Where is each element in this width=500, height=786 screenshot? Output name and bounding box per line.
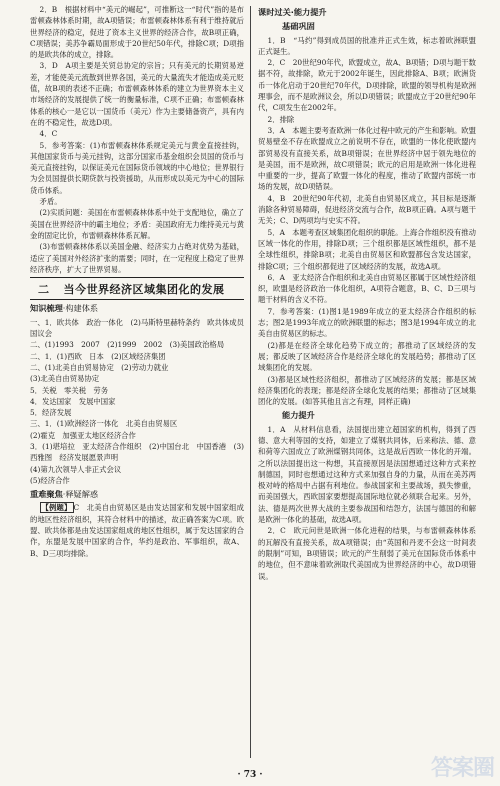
section-rule-bottom [30, 299, 244, 300]
section-rule-top [30, 277, 244, 278]
advanced-answer-2: 2．C 欧元问世是欧洲一体化进程的结果，与布雷顿森林体系的瓦解没有直接关系，故A项错误；由“英国和丹麦不会这一时间表的限制”可知，B项错误；欧元的产生削弱了美元在国际货币体系中的地位，但不意味着欧洲取代美国成为世界经济的中心，故D项错误。 [258, 526, 476, 581]
practice-answer-2b: 2．排除 [267, 114, 295, 124]
section-title: 当今世界经济区域集团化的发展 [63, 283, 225, 297]
knowledge-line-5: (3)北美自由贸易协定 [30, 374, 100, 384]
focus-heading-sub: ·释疑解惑 [62, 489, 99, 500]
advanced-answer-1: 1．A 从材料信息看，法国提出建立超国家的机构，得到了西德、意大利等国的支持，如建立了煤钢共同体，后来称法、德、意和荷等六国成立了欧洲煤钢共同体，这是战后西欧一体化的开端。之所以法国提出这一构想，其直接原因是法国想通过这种方式来控制德国，同时也想通过这种方式来加强自身的力量，从而在美苏两极对峙的格局中占据有利地位。参战国家和主要战场，损失惨重，而美国强大，西欧国家要想提高国际地位就必须联合起来。另外，法、德是两次世界大战的主要参战国和结怨方，法国与德国的和解是欧洲一体化的基础，故选A项。 [258, 424, 476, 525]
knowledge-line-10: (2)霍克 加强亚太地区经济合作 [30, 430, 136, 440]
page-number: · 73 · [237, 770, 263, 780]
advanced-heading: 能力提升 [282, 410, 315, 421]
answer-5-cont: 矛盾。 [39, 197, 62, 207]
practice-answer-2: 2．C 20世纪90年代，欧盟成立，故A、B项错；D项与题干数据不符，故排除，欧元于2002年诞生，因此排除A、B项；欧洲货币一体化启动于20世纪70年代，D项排除，欧盟的领导机构是欧洲理事会，而不是欧洲议会，所以D项错误；欧盟成立于20世纪90年代，C项发生在2002年。 [258, 58, 476, 113]
watermark-logo: 答案圈 [430, 756, 494, 781]
knowledge-line-6: 5．关税 零关税 劳务 [30, 385, 109, 395]
practice-answer-7b: (2)都是在经济全球化趋势下成立的；都推动了区域经济的发展；都反映了区域经济合作是经济全球化的发展趋势；都推动了区域集团化的发展。 [258, 340, 476, 373]
knowledge-line-11: 3．(1)堪培拉 亚太经济合作组织 (2)中国台北 中国香港 (3)西雅图 经济发展愿景声明 [30, 441, 244, 463]
knowledge-line-7: 4．发达国家 发展中国家 [30, 396, 116, 406]
focus-heading [30, 489, 244, 500]
right-column [258, 4, 476, 582]
knowledge-line-3: 二、1．(1)西欧 日本 (2)区域经济集团 [30, 351, 166, 361]
practice-answer-7: 7．参考答案：(1)图1是1989年成立的亚太经济合作组织的标志；图2是1993年成立的欧洲联盟的标志；图3是1994年成立的北美自由贸易区的标志。 [258, 306, 476, 339]
knowledge-heading [30, 303, 244, 314]
answer-5: 5．参考答案：(1)布雷顿森林体系规定美元与黄金直接挂钩，其他国家货币与美元挂钩，这部分国家币基金组织会员国的货币与美元直接挂钩，以保证美元在国际货币领域的中心地位；世界银行为会员国提供长期贷款与投资援助，从而形成以美元为中心的国际货币体系。 [30, 140, 244, 195]
example-paragraph [30, 502, 244, 558]
practice-answer-1: 1．B “马约”得到成员国的批准并正式生效，标志着欧洲联盟正式诞生。 [258, 35, 476, 56]
column-divider [250, 6, 251, 758]
answer-5-part2: (2)实质问题：美国在布雷顿森林体系中处于支配地位，确立了美国在世界经济中的霸主地位；矛盾：美国政府无力维持美元与黄金的固定比价，布雷顿森林体系瓦解。 [30, 208, 244, 240]
practice-answer-3: 3．A 本题主要考查欧洲一体化过程中欧元的产生和影响。欧盟贸易壁垒不存在欧盟成立之前说明不存在，欧盟的一体化使欧盟内部贸易没有直接关系，故B项错误；在世界经济中居于领先地位的是美国，而不是欧洲，故C项错误；欧元的启用是欧洲一体化进程中重要的一步，提高了欧盟一体化的程度，推动了欧盟内部统一市场的发展，故D项错误。 [258, 125, 476, 192]
knowledge-line-2: 二、(1)1993 2007 (2)1999 2002 (3)美国政治格局 [30, 340, 225, 350]
left-column [30, 4, 244, 559]
example-text: C 北美自由贸易区是由发达国家和发展中国家组成的地区性经济组织，其符合材料中的描述，故正确答案为C项。欧盟、欧共体都是由发达国家组成的地区性组织，属于发达国家的合作，东盟是发展中国家的合作，华约是政治、军事组织，故A、B、D三项均排除。 [30, 503, 244, 558]
practice-heading: 课时过关·能力提升 [258, 7, 327, 17]
answer-5-part3: (3)布雷顿森林体系以美国金融、经济实力占绝对优势为基础，适应了美国对外经济扩张的需要；同时，在一定程度上稳定了世界经济秩序，扩大了世界贸易。 [30, 242, 244, 274]
knowledge-line-13: (5)经济合作 [30, 475, 70, 485]
knowledge-line-4: 二、(1)北美自由贸易协定 (2)劳动力就业 [30, 362, 169, 372]
answer-4: 4．C [39, 129, 58, 139]
knowledge-line-1: 一、1．欧共体 政治一体化 (2)马斯特里赫特条约 欧共体成员国议会 [30, 317, 244, 339]
section-heading [30, 284, 244, 295]
basic-heading: 基础巩固 [282, 21, 315, 32]
practice-answer-5: 5．A 本题考查区域集团化组织的职能。上海合作组织没有推动区域一体化的作用，排除D项；三个组织都是区域性组织，都不是全球性组织，排除B项；北美自由贸易区和欧盟都包含发达国家，排除C项；三个组织都促进了区域经济的发展，故选A项。 [258, 227, 476, 271]
focus-heading-main: 重难聚焦 [30, 489, 63, 500]
answer-2: 2．B 根据材料中“美元的崛起”，可推断这一“时代”指的是布雷顿森林体系时期，故A项错误；布雷顿森林体系有利于维持就后世界经济的稳定，促进了资本主义世界的经济合作，故B项正确，C项错误；美苏争霸局面形成于20世纪50年代，排除C项；D项指的是欧共体的成立，排除。 [30, 5, 244, 60]
knowledge-heading-sub: ·构建体系 [62, 303, 99, 314]
knowledge-line-8: 5．经济发展 [30, 408, 72, 418]
practice-answer-4: 4．B 20世纪90年代初，北美自由贸易区成立，其目标是逐渐消除各种贸易障碍，促进经济交流与合作，故B项正确。A项与题干无关；C、D两项均与史实不符。 [258, 193, 476, 226]
knowledge-line-9: 三、1．(1)欧洲经济一体化 北美自由贸易区 [30, 419, 178, 429]
section-number: 二 [38, 283, 50, 297]
answer-3: 3．D A项主要是关贸总协定的宗旨；只有美元的长期贸易逆差，才能使美元流散到世界各国，美元的大量流失才能造成美元贬值，故B项的表述不正确；布雷顿森林体系的建立为世界资本主义市场经济的发展提供了统一的衡量标准，C项不正确；布雷顿森林体系的核心一是它以一国货币（美元）作为主要储备资产，具有内在的不稳定性，故选D项。 [30, 61, 244, 127]
practice-answer-7c: (3)都是区域性经济组织，都推动了区域经济的发展；都是区域经济集团化的表现；都是经济全球化发展的结果；都推动了区域集团化的发展。(如答其他且言之有理，同样正确) [258, 374, 476, 407]
knowledge-heading-main: 知识梳理 [30, 303, 63, 314]
example-label: 【例题】 [41, 503, 72, 513]
practice-answer-6: 6．A 亚太经济合作组织和北美自由贸易区都属于区域性经济组织，欧盟是经济政治一体化组织，A项符合题意，B、C、D三项与题干材料的含义不符。 [258, 272, 476, 305]
knowledge-line-12: (4)第九次领导人非正式会议 [30, 464, 122, 474]
